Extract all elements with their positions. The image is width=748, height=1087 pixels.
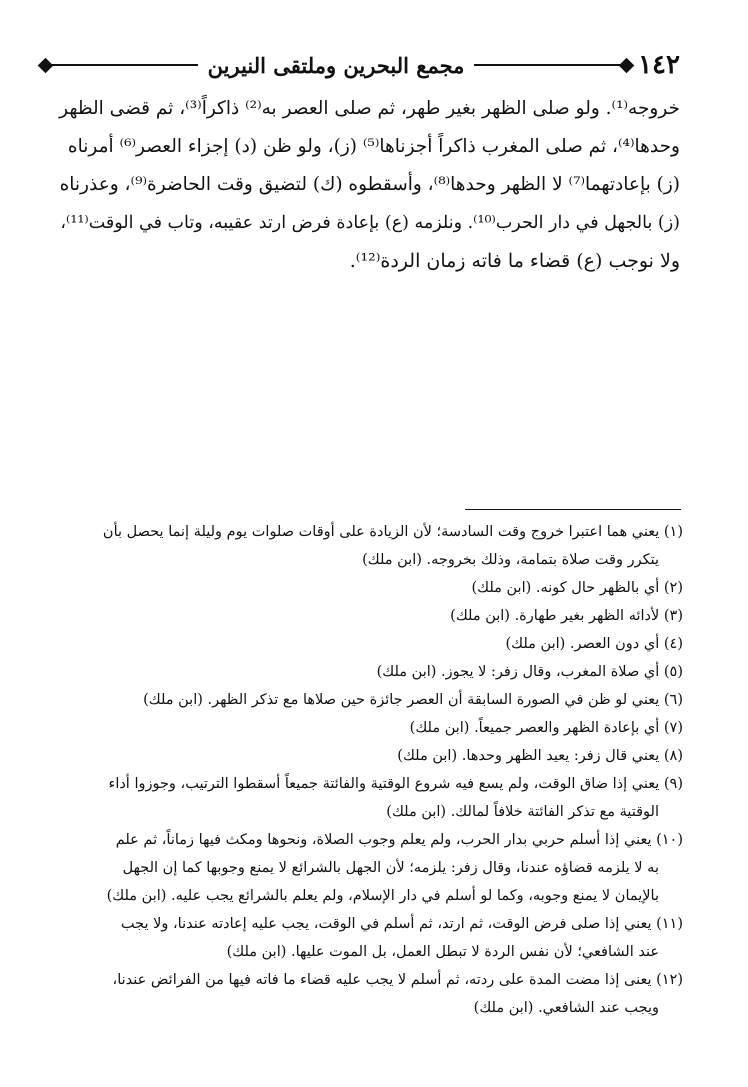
footnote-line: (٧) أي بإعادة الظهر والعصر جميعاً. (ابن ملك): [409, 720, 683, 736]
footnote-line: (٩) يعني إذا ضاق الوقت، ولم يسع فيه شروع الوقتية والفائتة جميعاً أسقطوا الترتيب، وجوزوا أداء: [108, 776, 683, 792]
footnote-line: (٢) أي بالظهر حال كونه. (ابن ملك): [471, 580, 683, 596]
footnote-line: (٤) أي دون العصر. (ابن ملك): [505, 636, 683, 652]
main-text-line: وحدها⁽⁴⁾، ثم صلى المغرب ذاكراً أجزناها⁽⁵⁾ (ز)، ولو ظن (د) إجزاء العصر⁽⁶⁾ أمرناه: [67, 136, 680, 157]
footnote-9: [50, 770, 683, 826]
footnote-line: به لا يلزمه قضاؤه عندنا، وقال زفر: يلزمه؛ لأن الجهل بالشرائع لا يمنع وجوبها كما إن الجهل: [122, 860, 659, 876]
page-header: [40, 42, 680, 88]
footnote-line: ويجب عند الشافعي. (ابن ملك): [473, 1000, 659, 1016]
header-rule-left: [40, 42, 198, 88]
footnotes: [50, 518, 683, 1022]
footnote-12: [50, 966, 683, 1022]
diamond-ornament-icon: [619, 57, 635, 73]
footnote-line: عند الشافعي؛ لأن نفس الردة لا تبطل العمل، بل الموت عليها. (ابن ملك): [226, 944, 659, 960]
footnote-8: [50, 742, 683, 770]
footnote-line: الوقتية مع تذكر الفائتة خلافاً لمالك. (ابن ملك): [386, 804, 659, 820]
footnote-1: [50, 518, 683, 574]
main-text-line: ولا نوجب (ع) قضاء ما فاته زمان الردة⁽¹²⁾.: [349, 250, 680, 272]
footnote-line: (١) يعني هما اعتبرا خروج وقت السادسة؛ لأن الزيادة على أوقات صلوات يوم وليلة إنما يحصل بأن: [102, 524, 683, 540]
footnote-5: [50, 658, 683, 686]
footnote-line: (٥) أي صلاة المغرب، وقال زفر: لا يجوز. (ابن ملك): [376, 664, 683, 680]
footnote-line: (١٠) يعني إذا أسلم حربي بدار الحرب، ولم يعلم وجوب الصلاة، ونحوها ومكث فيها زماناً، ثم علم: [115, 832, 683, 848]
footnote-line: (١١) يعني إذا صلى فرض الوقت، ثم ارتد، ثم أسلم في الوقت، يجب عليه إعادته عندنا، ولا يجب: [120, 916, 683, 932]
diamond-ornament-icon: [38, 57, 54, 73]
header-rule-line: [474, 64, 621, 66]
footnote-10: [50, 826, 683, 910]
main-text: [60, 90, 680, 280]
header-rule-line: [51, 64, 198, 66]
footnote-11: [50, 910, 683, 966]
footnote-6: [50, 686, 683, 714]
footnote-separator: [465, 509, 681, 510]
footnote-2: [50, 574, 683, 602]
header-rule-right: [474, 42, 632, 88]
footnote-3: [50, 602, 683, 630]
footnote-4: [50, 630, 683, 658]
main-text-line: خروجه⁽¹⁾. ولو صلى الظهر بغير طهر، ثم صلى العصر به⁽²⁾ ذاكراً⁽³⁾، ثم قضى الظهر: [59, 98, 680, 119]
footnote-line: بالإيمان لا يمنع وجوبه، وكما لو أسلم في دار الإسلام، ولم يعلم بالشرائع يجب عليه. (ابن ملك): [106, 888, 659, 904]
footnote-7: [50, 714, 683, 742]
running-title: مجمع البحرين وملتقى النيرين: [207, 52, 465, 78]
main-text-line: (ز) بإعادتهما⁽⁷⁾ لا الظهر وحدها⁽⁸⁾، وأسقطوه (ك) لتضيق وقت الحاضرة⁽⁹⁾، وعذرناه: [59, 174, 680, 195]
footnote-line: (٨) يعني قال زفر: يعيد الظهر وحدها. (ابن ملك): [397, 748, 683, 764]
footnote-line: (١٢) يعنى إذا مضت المدة على ردته، ثم أسلم لا يجب عليه قضاء ما فاته فيها من الفرائض عندنا،: [112, 972, 683, 988]
page-number: ١٤٢: [638, 50, 680, 80]
footnote-line: (٦) يعني لو ظن في الصورة السابقة أن العصر جائزة حين صلاها مع تذكر الظهر. (ابن ملك): [143, 692, 683, 708]
footnote-line: يتكرر وقت صلاة بتمامة، وذلك بخروجه. (ابن ملك): [362, 552, 659, 568]
footnote-line: (٣) لأدائه الظهر بغير طهارة. (ابن ملك): [450, 608, 683, 624]
main-text-line: (ز) بالجهل في دار الحرب⁽¹⁰⁾. ونلزمه (ع) بإعادة فرض ارتد عقيبه، وتاب في الوقت⁽¹¹⁾،: [60, 213, 680, 233]
